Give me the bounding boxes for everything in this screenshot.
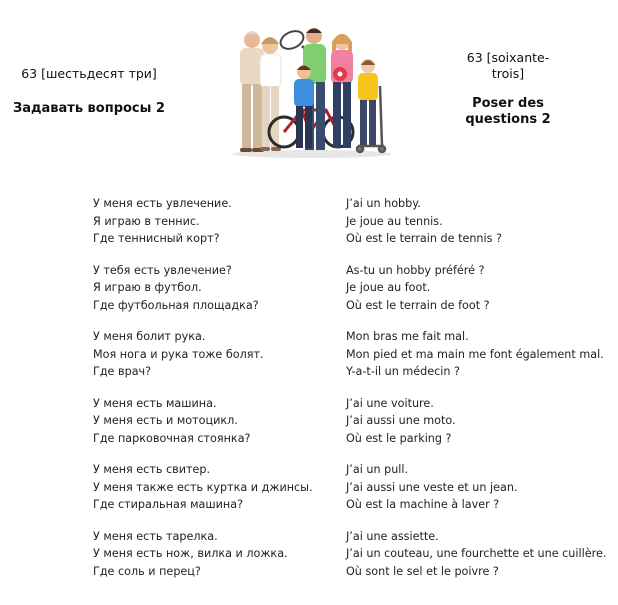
grandfather-figure bbox=[240, 31, 264, 152]
phrase-row bbox=[93, 395, 613, 413]
russian-phrase: У меня также есть куртка и джинсы. bbox=[93, 480, 313, 494]
french-phrase: Où est la machine à laver ? bbox=[346, 498, 500, 511]
right-header bbox=[455, 50, 561, 128]
russian-phrase: У меня есть и мотоцикл. bbox=[93, 414, 238, 427]
phrase-block bbox=[93, 262, 613, 315]
phrase-row bbox=[93, 563, 613, 581]
left-header bbox=[8, 66, 170, 117]
french-phrase: J’ai un couteau, une fourchette et une cuillère. bbox=[346, 547, 607, 560]
football bbox=[333, 67, 347, 81]
phrase-row bbox=[93, 297, 613, 315]
phrase-block bbox=[93, 528, 613, 581]
russian-phrase: Моя нога и рука тоже болят. bbox=[93, 347, 264, 361]
lesson-number-fr bbox=[455, 50, 561, 82]
russian-phrase: Где теннисный корт? bbox=[93, 232, 220, 245]
phrase-row bbox=[93, 213, 613, 231]
french-phrase: As-tu un hobby préféré ? bbox=[346, 263, 485, 277]
russian-phrase: У меня болит рука. bbox=[93, 330, 206, 343]
phrase-block bbox=[93, 328, 613, 381]
phrase-row bbox=[93, 230, 613, 248]
russian-phrase: У тебя есть увлечение? bbox=[93, 263, 232, 277]
phrase-row bbox=[93, 346, 613, 364]
french-phrase: J’ai une assiette. bbox=[346, 529, 439, 543]
lesson-title-fr-line1: Poser des bbox=[472, 96, 544, 111]
french-phrase: Où sont le sel et le poivre ? bbox=[346, 564, 499, 578]
daughter-figure bbox=[358, 59, 378, 146]
lesson-title-fr-line2: questions 2 bbox=[465, 112, 551, 127]
french-phrase: Mon bras me fait mal. bbox=[346, 330, 469, 343]
french-phrase: Y-a-t-il un médecin ? bbox=[346, 365, 460, 378]
russian-phrase: Где врач? bbox=[93, 365, 152, 378]
phrase-row bbox=[93, 328, 613, 346]
russian-phrase: У меня есть свитер. bbox=[93, 463, 211, 476]
lesson-title-fr bbox=[455, 96, 561, 128]
french-phrase: J’ai aussi une moto. bbox=[346, 414, 456, 427]
phrase-block bbox=[93, 395, 613, 448]
phrase-row bbox=[93, 479, 613, 497]
russian-phrase: Где футбольная площадка? bbox=[93, 298, 259, 312]
french-phrase: J’ai une voiture. bbox=[346, 396, 434, 410]
russian-phrase: Где парковочная стоянка? bbox=[93, 431, 251, 445]
russian-phrase: У меня есть машина. bbox=[93, 396, 217, 410]
russian-phrase: У меня есть нож, вилка и ложка. bbox=[93, 547, 288, 560]
russian-phrase: У меня есть тарелка. bbox=[93, 529, 218, 543]
russian-phrase: Я играю в футбол. bbox=[93, 281, 202, 294]
lesson-number-fr-line1: 63 [soixante- bbox=[466, 50, 550, 65]
phrase-list bbox=[93, 195, 613, 594]
french-phrase: Je joue au foot. bbox=[346, 281, 431, 294]
french-phrase: Où est le parking ? bbox=[346, 431, 452, 445]
french-phrase: J’ai un hobby. bbox=[346, 197, 421, 210]
french-phrase: Où est le terrain de tennis ? bbox=[346, 232, 502, 245]
phrase-row bbox=[93, 363, 613, 381]
lesson-title-ru: Задавать вопросы 2 bbox=[13, 101, 165, 116]
russian-phrase: Я играю в теннис. bbox=[93, 214, 200, 228]
french-phrase: Je joue au tennis. bbox=[346, 214, 443, 228]
phrase-row bbox=[93, 496, 613, 514]
french-phrase: J’ai aussi une veste et un jean. bbox=[346, 480, 518, 494]
french-phrase: Où est le terrain de foot ? bbox=[346, 298, 490, 312]
phrase-row bbox=[93, 262, 613, 280]
family-photo bbox=[222, 22, 398, 158]
phrase-row bbox=[93, 528, 613, 546]
russian-phrase: У меня есть увлечение. bbox=[93, 197, 232, 210]
mother-figure bbox=[331, 34, 353, 148]
lesson-number-ru: 63 [шестьдесят три] bbox=[21, 66, 157, 81]
phrase-row bbox=[93, 430, 613, 448]
french-phrase: Mon pied et ma main me font également mal. bbox=[346, 347, 604, 361]
phrase-row bbox=[93, 279, 613, 297]
russian-phrase: Где соль и перец? bbox=[93, 564, 201, 578]
phrase-row bbox=[93, 412, 613, 430]
phrase-block bbox=[93, 195, 613, 248]
phrase-row bbox=[93, 461, 613, 479]
phrase-row bbox=[93, 545, 613, 563]
phrase-block bbox=[93, 461, 613, 514]
lesson-number-fr-line2: trois] bbox=[491, 66, 525, 81]
phrase-row bbox=[93, 195, 613, 213]
russian-phrase: Где стиральная машина? bbox=[93, 498, 244, 511]
french-phrase: J’ai un pull. bbox=[346, 463, 409, 476]
